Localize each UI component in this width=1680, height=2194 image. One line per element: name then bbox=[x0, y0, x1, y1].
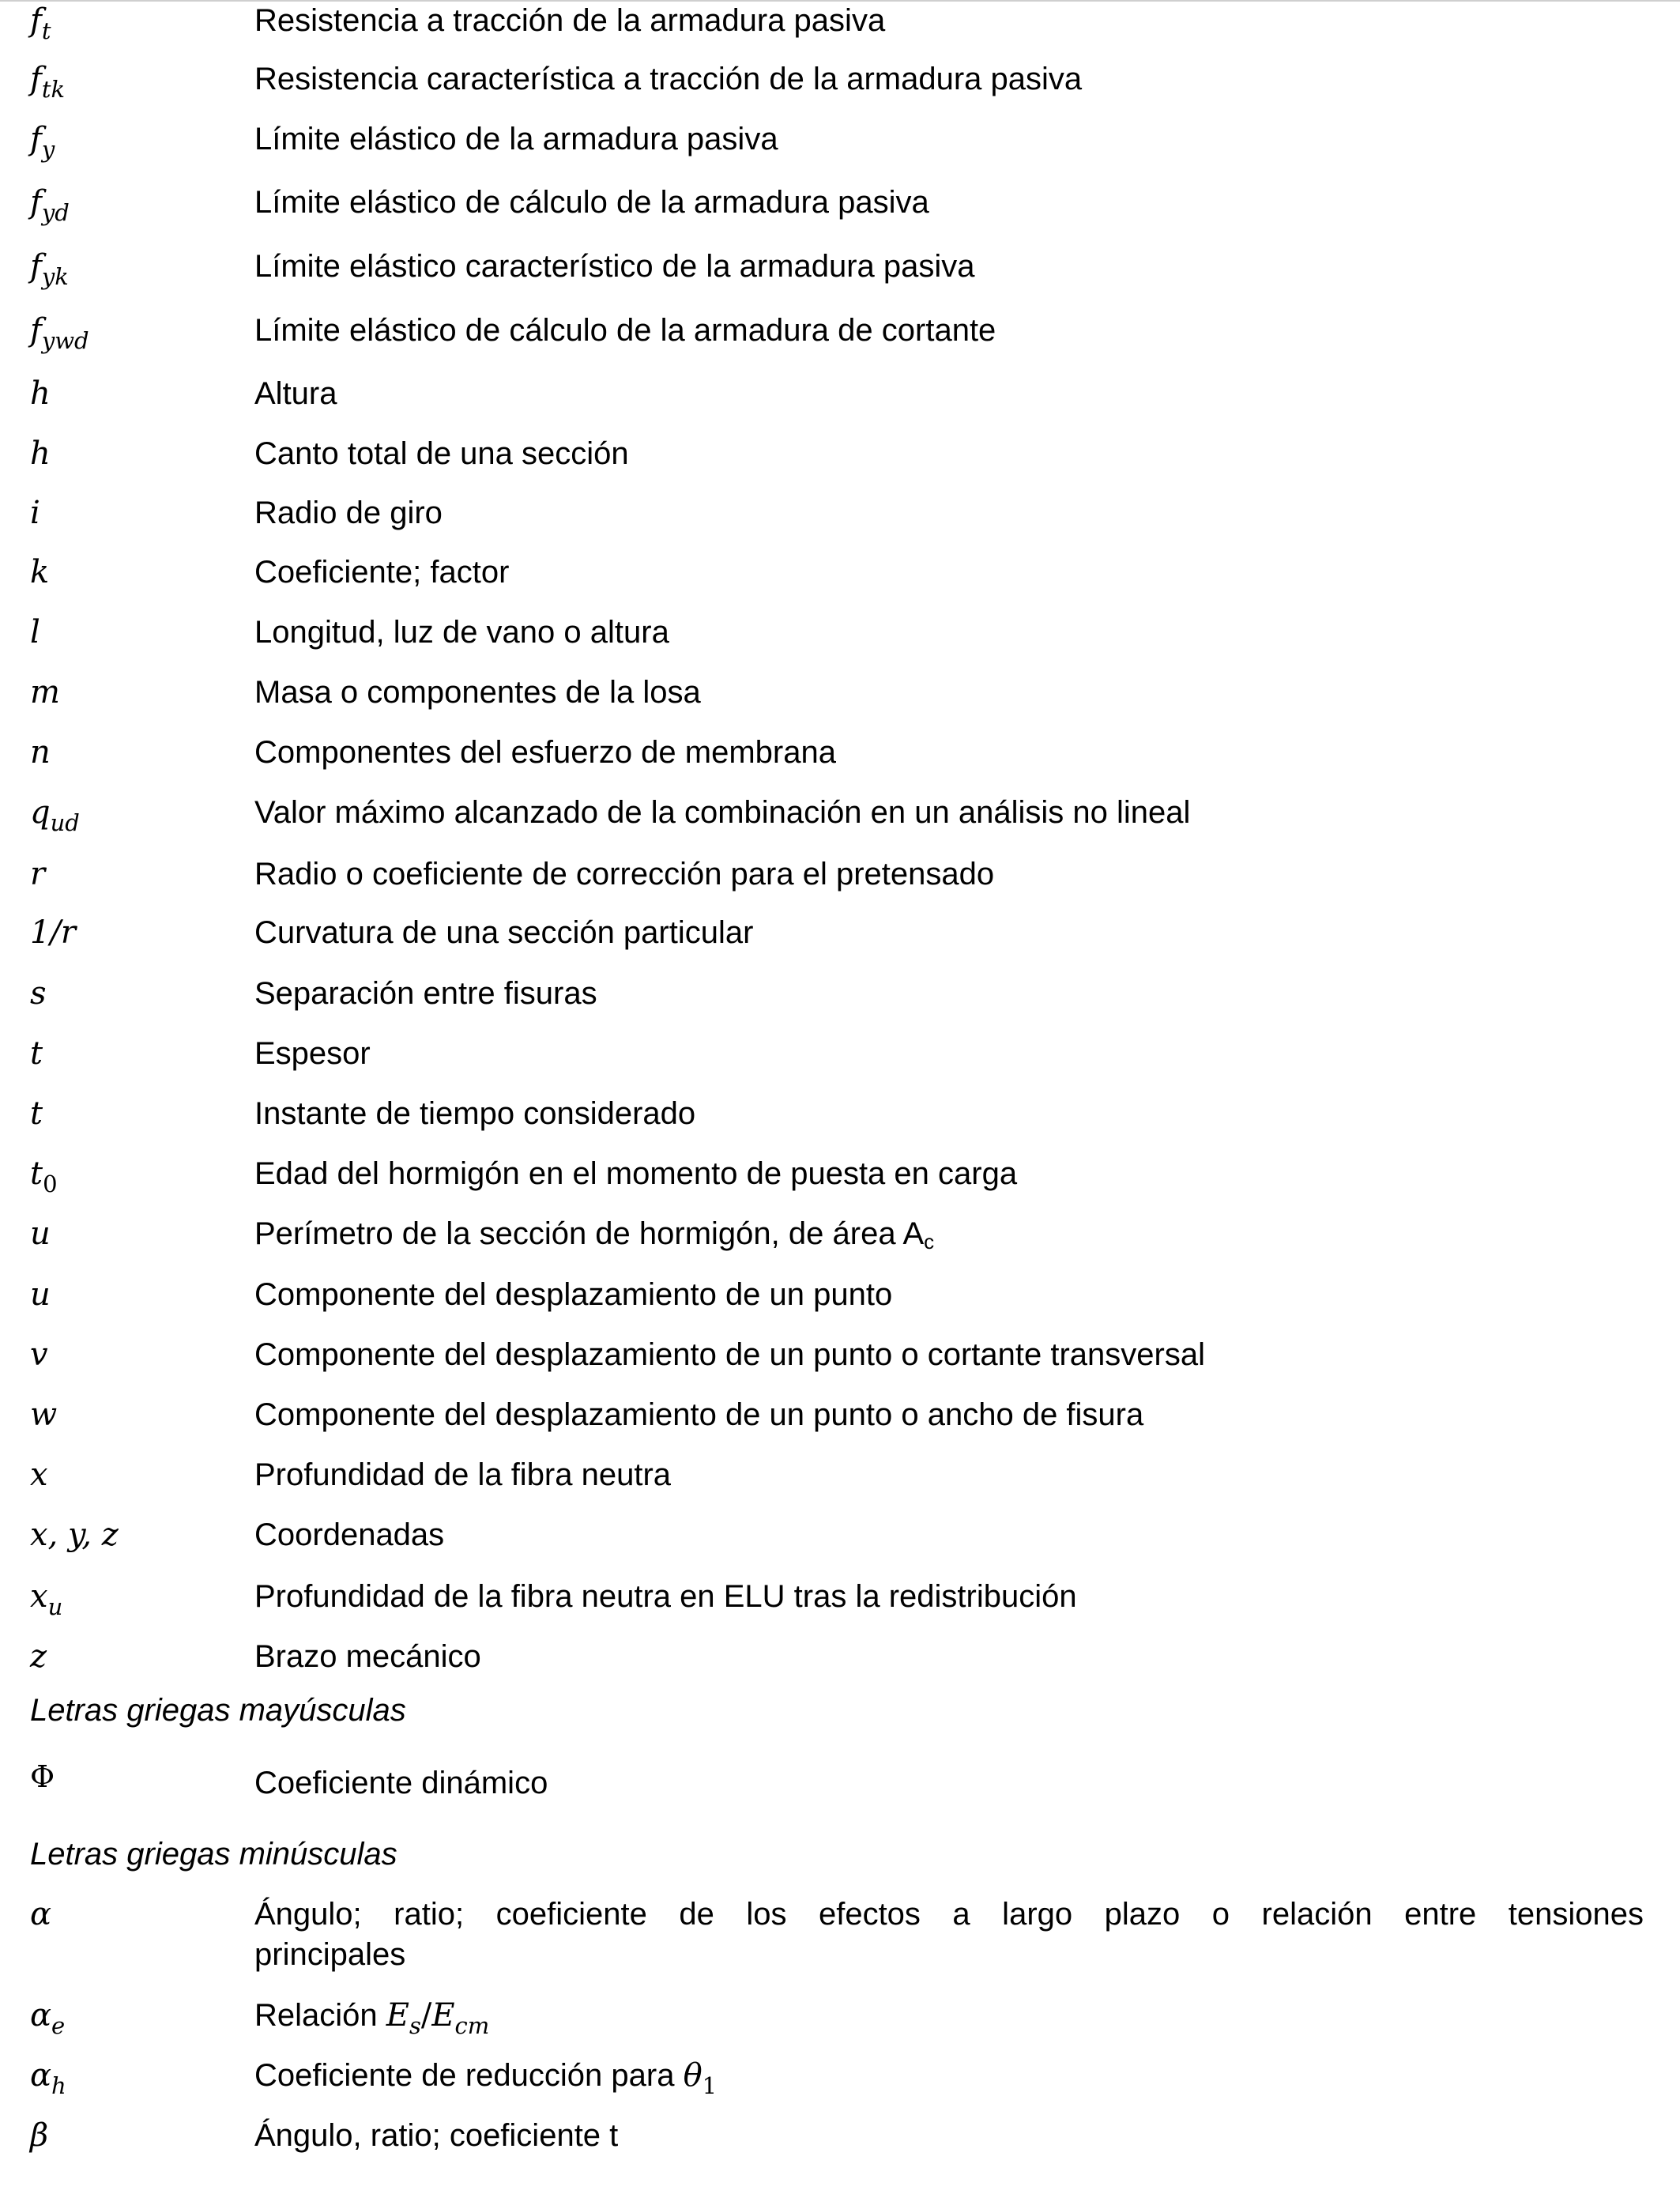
symbol: i bbox=[30, 495, 40, 531]
symbol: $x_u$ bbox=[30, 1578, 63, 1620]
description: Ángulo, ratio; coeficiente t bbox=[254, 2118, 619, 2153]
symbol: $\alpha_h$ bbox=[30, 2057, 66, 2099]
symbol-row bbox=[0, 1578, 1680, 1638]
symbol: x bbox=[30, 1457, 48, 1493]
symbol: w bbox=[30, 1397, 58, 1433]
description: Profundidad de la fibra neutra bbox=[254, 1457, 672, 1492]
symbol: x, y, z bbox=[30, 1517, 119, 1553]
symbol: $f_{ywd}$ bbox=[30, 312, 89, 354]
symbol: l bbox=[30, 614, 40, 650]
symbol-row bbox=[0, 1155, 1680, 1215]
description: Espesor bbox=[254, 1036, 371, 1071]
description: Edad del hormigón en el momento de puesta en carga bbox=[254, 1156, 1018, 1191]
symbol: r bbox=[30, 856, 46, 892]
symbol: α bbox=[30, 1896, 52, 1932]
heading-greek-lowercase: Letras griegas minúsculas bbox=[30, 1837, 397, 1872]
description: Componentes del esfuerzo de membrana bbox=[254, 735, 836, 770]
description-line-2: principales bbox=[254, 1937, 406, 1972]
description: Brazo mecánico bbox=[254, 1639, 481, 1674]
symbol-row bbox=[0, 613, 1680, 673]
symbol-row bbox=[0, 1396, 1680, 1456]
symbol-row bbox=[0, 1456, 1680, 1516]
symbol: β bbox=[30, 2117, 49, 2154]
symbol-row bbox=[0, 673, 1680, 733]
description: Masa o componentes de la losa bbox=[254, 675, 701, 710]
row-phi bbox=[0, 1759, 1680, 1824]
symbol: h bbox=[30, 435, 51, 472]
symbol-row bbox=[0, 914, 1680, 974]
description: Instante de tiempo considerado bbox=[254, 1096, 696, 1131]
description: Separación entre fisuras bbox=[254, 976, 597, 1011]
symbol-row bbox=[0, 553, 1680, 613]
symbol: t bbox=[30, 1035, 43, 1072]
symbol-row bbox=[0, 2, 1680, 62]
symbol: h bbox=[30, 375, 51, 412]
description: Límite elástico de la armadura pasiva bbox=[254, 122, 778, 156]
symbol-row bbox=[0, 1336, 1680, 1396]
heading-greek-uppercase: Letras griegas mayúsculas bbox=[30, 1693, 406, 1728]
symbol-row bbox=[0, 247, 1680, 307]
row-beta bbox=[0, 2117, 1680, 2177]
symbol: v bbox=[30, 1336, 48, 1373]
symbol: $q_{ud}$ bbox=[30, 794, 80, 836]
symbol: $f_{tk}$ bbox=[30, 61, 66, 103]
symbol-row bbox=[0, 183, 1680, 243]
symbol: Φ bbox=[30, 1759, 55, 1794]
symbol-row bbox=[0, 1276, 1680, 1336]
description-line-1: Ángulo; ratio; coeficiente de los efectos a largo plazo o relación entre tensiones bbox=[254, 1897, 1644, 1932]
symbol-row bbox=[0, 435, 1680, 495]
description: Límite elástico de cálculo de la armadura de cortante bbox=[254, 313, 996, 348]
symbol-row bbox=[0, 1215, 1680, 1275]
symbol: t bbox=[30, 1095, 43, 1132]
area-subscript: c bbox=[924, 1230, 935, 1253]
symbol: $f_{yk}$ bbox=[30, 248, 69, 290]
description: Canto total de una sección bbox=[254, 436, 629, 471]
symbol: u bbox=[30, 1216, 51, 1252]
description: Componente del desplazamiento de un punto o cortante transversal bbox=[254, 1337, 1205, 1372]
description: Componente del desplazamiento de un punto o ancho de fisura bbox=[254, 1397, 1144, 1432]
description: Valor máximo alcanzado de la combinación en un análisis no lineal bbox=[254, 795, 1191, 830]
description: Longitud, luz de vano o altura bbox=[254, 615, 669, 650]
symbol: k bbox=[30, 554, 50, 590]
description: Componente del desplazamiento de un punto bbox=[254, 1277, 893, 1312]
symbol-row bbox=[0, 1638, 1680, 1698]
row-alpha bbox=[0, 1895, 1680, 1982]
description: Radio de giro bbox=[254, 496, 443, 530]
symbol-row bbox=[0, 1095, 1680, 1155]
description: Relación $E_s/E_{cm}$ bbox=[254, 1997, 490, 2039]
symbol: n bbox=[30, 734, 51, 771]
symbol: u bbox=[30, 1276, 51, 1313]
symbol-row bbox=[0, 60, 1680, 120]
symbol: 1/r bbox=[30, 914, 77, 951]
description: Perímetro de la sección de hormigón, de área $A_c$ bbox=[254, 1216, 935, 1253]
symbol: $f_y$ bbox=[30, 121, 55, 163]
description: Altura bbox=[254, 376, 337, 411]
symbol-row bbox=[0, 494, 1680, 554]
row-alpha-e bbox=[0, 1996, 1680, 2056]
symbol-row bbox=[0, 794, 1680, 854]
symbol-row bbox=[0, 120, 1680, 180]
symbol-row bbox=[0, 1516, 1680, 1576]
symbol: $\alpha_e$ bbox=[30, 1997, 66, 2039]
description: Límite elástico característico de la armadura pasiva bbox=[254, 249, 975, 284]
description: Resistencia característica a tracción de la armadura pasiva bbox=[254, 62, 1083, 96]
description: Curvatura de una sección particular bbox=[254, 915, 754, 950]
symbol-row bbox=[0, 1035, 1680, 1095]
symbol-row bbox=[0, 974, 1680, 1035]
symbol-row bbox=[0, 375, 1680, 435]
symbol-row bbox=[0, 733, 1680, 794]
symbol: $t_0$ bbox=[30, 1155, 58, 1197]
description: Profundidad de la fibra neutra en ELU tras la redistribución bbox=[254, 1579, 1077, 1614]
description: Radio o coeficiente de corrección para el pretensado bbox=[254, 857, 995, 892]
row-alpha-h bbox=[0, 2056, 1680, 2117]
symbol-row bbox=[0, 855, 1680, 915]
symbol: m bbox=[30, 674, 60, 711]
symbol: z bbox=[30, 1638, 47, 1675]
description: Coordenadas bbox=[254, 1517, 445, 1552]
symbol: s bbox=[30, 975, 47, 1012]
description: Límite elástico de cálculo de la armadura pasiva bbox=[254, 185, 929, 220]
description: Resistencia a tracción de la armadura pasiva bbox=[254, 3, 886, 38]
description: Coeficiente de reducción para $\theta_1$ bbox=[254, 2057, 718, 2099]
description: Coeficiente dinámico bbox=[254, 1766, 548, 1800]
symbol-row bbox=[0, 311, 1680, 371]
symbol: $f_{yd}$ bbox=[30, 184, 70, 226]
symbol: $f_t$ bbox=[30, 2, 51, 44]
description: Coeficiente; factor bbox=[254, 555, 510, 590]
